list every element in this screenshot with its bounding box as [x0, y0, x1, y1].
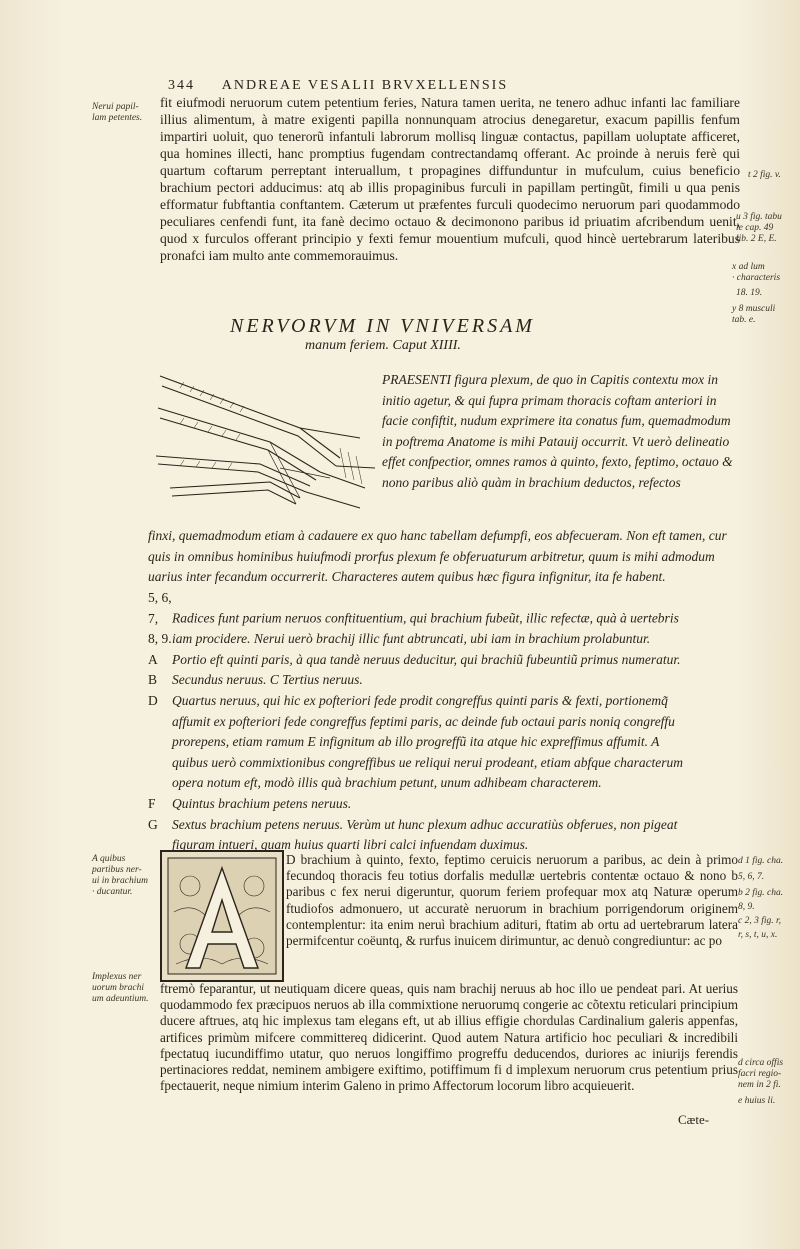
legend-line: 8, 9.iam procidere. Nerui uerò brachij illic funt abtruncati, ubi iam in brachium prolabuntur.	[148, 631, 651, 647]
margin-note-right-b8: e huius li.	[738, 1096, 776, 1106]
nerve-plexus-figure	[150, 368, 380, 524]
catchword: Cæte-	[678, 1112, 710, 1127]
chapter-subtitle: manum feriem. Caput XIIII.	[305, 338, 461, 353]
legend-line: 5, 6, 7, Radices funt parium neruos conftituentium, qui brachium fubeũt, illic refectæ, quà à uertebris	[148, 590, 679, 626]
margin-note-right-3: x ad lum · characteris	[732, 262, 781, 283]
margin-note-left-top: Nerui papil- lam petentes.	[92, 102, 143, 123]
figure-caption: finxi, quemadmodum etiam à cadauere ex quo hanc tabellam defumpfi, eos abfecueram. Non eft tamen, cur quis in omnibus hominibus huiufmodi prorfus plexum fe obferuaturum arbitretur, quum is mihi admodum uarius inter fecandum occurrerit. Characteres autem quibus hæc figura infignitur, ita fe habent.	[148, 528, 727, 585]
figure-legend	[148, 588, 748, 856]
margin-note-right-b3: b 2 fig. cha.	[738, 888, 784, 898]
margin-note-right-2: u 3 fig. tabu le cap. 49 lib. 2 E, E.	[736, 212, 782, 244]
margin-note-right-b2: 5, 6, 7.	[738, 872, 765, 882]
legend-line: affumit ex pofteriori fede congreffus feptimi paris, ac deinde fub octaui paris noniq congreffu	[172, 713, 675, 729]
margin-note-right-5: y 8 musculi tab. e.	[732, 304, 776, 325]
chapter-title: NERVORVM IN VNIVERSAM	[230, 315, 535, 337]
legend-line: A Portio eft quinti paris, à qua tandè neruus deducitur, qui brachiũ fubeuntiũ primus numeratur.	[148, 651, 681, 667]
margin-note-left-bottom-1: A quibus partibus ner- ui in brachium · ducantur.	[92, 854, 148, 897]
running-header	[168, 78, 768, 94]
section-beside-initial: D brachium à quinto, fexto, feptimo ceruicis neruorum a paribus, ac dein à primo fecundoq thoracis feu totius dorfalis medullæ uertebris contentæ octauo & nono b paribus c fex nerui digeruntur, quorum feriem profequar mox atq Naturæ operum ftudiofos admonuero, ut accuratè neruorum in brachium porrigendorum originem contemplentur: ita enim neruì brachium adituri, ftatim ab ortu ad uertebrarum latera permifcentur coëuntq, & rurfus inuicem dirimuntur, ac denuò congrediuntur: ac po	[286, 852, 738, 949]
margin-note-right-4: 18. 19.	[736, 288, 763, 298]
legend-line: opera notum eft, modò illis quà brachium petunt, unum adhibeam characterem.	[172, 775, 602, 791]
figure-introduction: PRAESENTI figura plexum, de quo in Capitis contextu mox in initio agetur, & qui fupra primam thoracis coftam anteriori in facie confiftit, nudum exprimere ita conatus fum, quemadmodum in poftrema Anatome is mihi Patauij occurrit. Vt uerò delineatio effet confpectior, omnes ramos à quinto, fexto, feptimo, octauo & nono paribus aliò quàm in brachium deductos, refectos	[382, 372, 733, 490]
margin-note-right-b1: d 1 fig. cha.	[738, 856, 784, 866]
legend-line: D Quartus neruus, qui hic ex pofteriori fede prodit congreffus quinti paris & fexti, portionemq̃	[148, 692, 668, 708]
margin-note-right-b4: 8, 9.	[738, 902, 755, 912]
legend-line: prorepens, etiam ramum E infignitum ab illo progreffũ ita atque hic expreffimus affumit. A	[172, 734, 660, 750]
decorated-initial-a	[160, 850, 284, 982]
margin-note-right-b6: r, s, t, u, x.	[738, 930, 778, 940]
legend-line: F Quintus brachium petens neruus.	[148, 795, 352, 811]
margin-note-right-1: t 2 fig. v.	[748, 170, 781, 180]
top-paragraph: fit eiufmodi neruorum cutem petentium feries, Natura tamen uerita, ne tenero adhuc infanti lac familiare illius alimentum, à matre exigenti papilla nonnunquam atrocius denegaretur, exacum papillis fenfum impartiri uoluit, quo tenerorũ infantuli labrorum mollisq linguæ contactus, papillam uoluptate afficeret, qua homines illecti, hanc promptius fugendam contrectandamq offerant. Ac proinde à neruis ferè qui quartum coftarum perreptant interuallum, t propagines diffunduntur in mufculum, cuius beneficio brachium pectori adducimus: atq ab illis propaginibus furculi in papillam pertingũt, fimili u qua penis efformatur fubftantia conftantem. Cæterum ut præfentes furculi quodecimo neruorum pari quodammodo peculiares cenfendi funt, ita fanè decimo octauo & decimonono paribus id priuatim afcribendum uenit, quod x furculos offerant principio y fexti femur mouentium mufculi, quod hincè uertebrarum lateribus pronafci iam multo ante commemorauimus.	[160, 95, 740, 263]
section-continuation: ftremò feparantur, ut neutiquam dicere queas, quis nam brachij neruus ab hoc illo ue pendeat pari. At uerius quodammodo fex præcipuos neruos ab illa commixtione neruorumq congerie ac cõtextu reticulari principium ducere aftrues, atq hic implexus tam elegans eft, ut ab illius effigie chordulas Cardinalium galeris appenfas, artifices primùm mifcere committereq didicerint. Quod autem Natura artificio hoc peculiari & incredibili fpectatuq iucundiffimo utatur, quo neruos longiffimo progreffu deducendos, duriores ac iniurijs ferendis pertinaciores reddat, neminem ambigere exiftimo, potiffimum fi d implexum neruorum crus petentium prius fpectauerit, neque nimium interim Galeno in primo Affectorum locorum libro acquieuerit.	[160, 981, 738, 1094]
margin-note-left-bottom-2: Implexus ner uorum brachi um adeuntium.	[92, 972, 149, 1004]
legend-line: B Secundus neruus. C Tertius neruus.	[148, 672, 363, 688]
margin-note-right-b7: d circa offis facri regio- nem in 2 fi.	[738, 1058, 784, 1090]
legend-line: figuram intueri, quam huius quarti libri calci infuendam duximus.	[172, 837, 529, 853]
running-title: ANDREAE VESALII BRVXELLENSIS	[221, 78, 509, 93]
legend-line: quibus uerò commixtionibus congreffibus ue reliqui nerui prodeant, etiam abfque characterum	[172, 754, 684, 770]
page-number: 344	[168, 78, 195, 93]
legend-line: G Sextus brachium petens neruus. Verùm ut hunc plexum adhuc accuratiùs obferues, non pigeat	[148, 816, 678, 832]
margin-note-right-b5: c 2, 3 fig. r,	[738, 916, 782, 926]
